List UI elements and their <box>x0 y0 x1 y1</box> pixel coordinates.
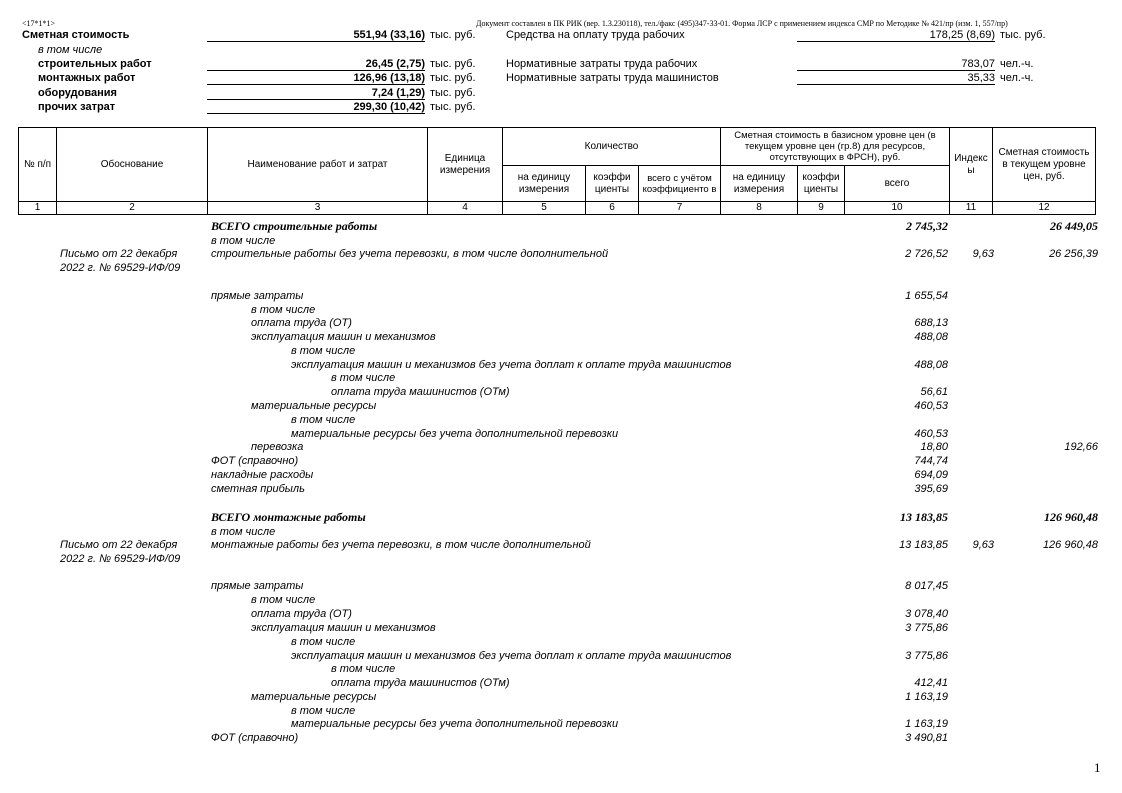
main-line-name: монтажные работы без учета перевозки, в том числе дополнительной <box>211 539 591 551</box>
main-line-name: строительные работы без учета перевозки, в том числе дополнительной <box>211 248 609 260</box>
col-number: 9 <box>798 202 845 215</box>
summary-value-labor-workers: 783,07 <box>797 58 995 71</box>
cost-value: 488,08 <box>914 359 948 371</box>
cost-value: 1 655,54 <box>905 290 948 302</box>
in-that-label: в том числе <box>291 636 356 648</box>
summary-label-equipment: оборудования <box>38 87 117 99</box>
section-title: ВСЕГО монтажные работы <box>211 510 366 524</box>
header-quantity: Количество <box>503 128 721 166</box>
summary-value-wages: 178,25 (8,69) <box>797 29 995 42</box>
in-that-label: в том числе <box>291 414 356 426</box>
cost-line-wages: оплата труда (ОТ) <box>251 608 352 620</box>
summary-label-mounting: монтажных работ <box>38 72 136 84</box>
cost-line-materials: материальные ресурсы <box>251 400 377 412</box>
cost-value: 1 163,19 <box>905 718 948 730</box>
col-number: 10 <box>845 202 950 215</box>
summary-unit-other: тыс. руб. <box>430 101 476 113</box>
cost-value: 18,80 <box>920 441 948 453</box>
cost-value: 488,08 <box>914 331 948 343</box>
summary-unit-labor-workers: чел.-ч. <box>1000 58 1034 70</box>
section-title: ВСЕГО строительные работы <box>211 219 378 233</box>
col-number: 8 <box>721 202 798 215</box>
main-line-index: 9,63 <box>972 248 994 260</box>
summary-label-labor-machinists: Нормативные затраты труда машинистов <box>506 72 719 84</box>
summary-label-construction: строительных работ <box>38 58 152 70</box>
summary-unit-mounting: тыс. руб. <box>430 72 476 84</box>
col-number: 6 <box>586 202 639 215</box>
cost-line-machines-no-surcharge: эксплуатация машин и механизмов без учета доплат к оплате труда машинистов <box>291 359 732 371</box>
in-that-label: в том числе <box>211 235 276 247</box>
cost-value: 8 017,45 <box>905 580 948 592</box>
cost-value: 744,74 <box>914 455 948 467</box>
cost-line-wages: оплата труда (ОТ) <box>251 317 352 329</box>
cost-current: 192,66 <box>1064 441 1098 453</box>
col-number: 4 <box>428 202 503 215</box>
summary-unit-equipment: тыс. руб. <box>430 87 476 99</box>
summary-label-wages: Средства на оплату труда рабочих <box>506 29 685 41</box>
in-that-label: в том числе <box>251 304 316 316</box>
main-line-index: 9,63 <box>972 539 994 551</box>
cost-value: 3 078,40 <box>905 608 948 620</box>
header-basis: Обоснование <box>57 128 208 202</box>
section-total-current: 126 960,48 <box>1044 510 1098 524</box>
cost-line-fot: ФОТ (справочно) <box>211 455 299 467</box>
basis-letter-line2: 2022 г. № 69529-ИФ/09 <box>60 262 181 274</box>
summary-unit-labor-machinists: чел.-ч. <box>1000 72 1034 84</box>
cost-value: 3 490,81 <box>905 732 948 744</box>
header-base-total: всего <box>845 166 950 202</box>
basis-letter-line1: Письмо от 22 декабря <box>60 539 178 551</box>
section-total-base: 13 183,85 <box>900 510 948 524</box>
summary-label-in-that: в том числе <box>38 44 103 56</box>
in-that-label: в том числе <box>251 594 316 606</box>
cost-value: 3 775,86 <box>905 650 948 662</box>
header-index: Индекс ы <box>950 128 993 202</box>
cost-line-machinist-wages: оплата труда машинистов (ОТм) <box>331 677 510 689</box>
summary-unit-construction: тыс. руб. <box>430 58 476 70</box>
cost-line-overhead: накладные расходы <box>211 469 314 481</box>
summary-unit-wages: тыс. руб. <box>1000 29 1046 41</box>
main-line-current: 126 960,48 <box>1042 539 1098 551</box>
col-number: 1 <box>19 202 57 215</box>
in-that-label: в том числе <box>291 345 356 357</box>
section-total-current: 26 449,05 <box>1050 219 1098 233</box>
page-number: 1 <box>1094 760 1101 775</box>
header-qty-coef: коэффи циенты <box>586 166 639 202</box>
header-unit: Единица измерения <box>428 128 503 202</box>
summary-value-construction: 26,45 (2,75) <box>207 58 425 71</box>
cost-line-materials: материальные ресурсы <box>251 691 377 703</box>
summary-value-labor-machinists: 35,33 <box>797 72 995 85</box>
summary-value-other: 299,30 (10,42) <box>207 101 425 114</box>
header-num: № п/п <box>19 128 57 202</box>
header-qty-per-unit: на единицу измерения <box>503 166 586 202</box>
cost-line-materials-no-transport: материальные ресурсы без учета дополнительной перевозки <box>291 718 619 730</box>
document-note: Документ составлен в ПК РИК (вер. 1.3.230118), тел./факс (495)347-33-01. Форма ЛСР с применением индекса СМР по Методике № 421/пр (изм. 1, 557/пр) <box>476 19 1008 28</box>
cost-value: 3 775,86 <box>905 622 948 634</box>
cost-line-transport: перевозка <box>251 441 304 453</box>
col-number: 5 <box>503 202 586 215</box>
col-number: 12 <box>993 202 1096 215</box>
header-base-cost: Сметная стоимость в базисном уровне цен (в текущем уровне цен (гр.8) для ресурсов, отсутствующих в ФРСН), руб. <box>721 128 950 166</box>
main-line-total: 2 726,52 <box>905 248 948 260</box>
summary-label-labor-workers: Нормативные затраты труда рабочих <box>506 58 698 70</box>
cost-line-materials-no-transport: материальные ресурсы без учета дополнительной перевозки <box>291 428 619 440</box>
cost-line-fot: ФОТ (справочно) <box>211 732 299 744</box>
cost-value: 1 163,19 <box>905 691 948 703</box>
in-that-label: в том числе <box>291 705 356 717</box>
main-line-current: 26 256,39 <box>1049 248 1098 260</box>
cost-line-machines: эксплуатация машин и механизмов <box>251 622 436 634</box>
cost-value: 460,53 <box>914 400 948 412</box>
cost-value: 688,13 <box>914 317 948 329</box>
cost-value: 460,53 <box>914 428 948 440</box>
document-code: <17*1*1> <box>22 19 56 28</box>
summary-unit-total: тыс. руб. <box>430 29 476 41</box>
cost-line-machines-no-surcharge: эксплуатация машин и механизмов без учета доплат к оплате труда машинистов <box>291 650 732 662</box>
col-number: 2 <box>57 202 208 215</box>
cost-line-machinist-wages: оплата труда машинистов (ОТм) <box>331 386 510 398</box>
cost-line-direct: прямые затраты <box>211 290 304 302</box>
summary-value-mounting: 126,96 (13,18) <box>207 72 425 85</box>
col-number: 3 <box>208 202 428 215</box>
cost-value: 56,61 <box>920 386 948 398</box>
estimate-table-header <box>18 127 1096 215</box>
cost-value: 694,09 <box>914 469 948 481</box>
section-total-base: 2 745,32 <box>906 219 948 233</box>
cost-value: 412,41 <box>914 677 948 689</box>
in-that-label: в том числе <box>211 526 276 538</box>
header-current-cost: Сметная стоимость в текущем уровне цен, руб. <box>993 128 1096 202</box>
summary-label-other: прочих затрат <box>38 101 116 113</box>
in-that-label: в том числе <box>331 663 396 675</box>
in-that-label: в том числе <box>331 372 396 384</box>
cost-value: 395,69 <box>914 483 948 495</box>
col-number: 7 <box>639 202 721 215</box>
summary-value-total: 551,94 (33,16) <box>207 29 425 42</box>
col-number: 11 <box>950 202 993 215</box>
basis-letter-line2: 2022 г. № 69529-ИФ/09 <box>60 553 181 565</box>
cost-line-profit: сметная прибыль <box>211 483 305 495</box>
header-qty-total: всего с учётом коэффициенто в <box>639 166 721 202</box>
header-base-coef: коэффи циенты <box>798 166 845 202</box>
main-line-total: 13 183,85 <box>899 539 948 551</box>
header-base-per-unit: на единицу измерения <box>721 166 798 202</box>
header-name: Наименование работ и затрат <box>208 128 428 202</box>
summary-label-total: Сметная стоимость <box>22 29 130 41</box>
basis-letter-line1: Письмо от 22 декабря <box>60 248 178 260</box>
cost-line-machines: эксплуатация машин и механизмов <box>251 331 436 343</box>
cost-line-direct: прямые затраты <box>211 580 304 592</box>
summary-value-equipment: 7,24 (1,29) <box>207 87 425 100</box>
